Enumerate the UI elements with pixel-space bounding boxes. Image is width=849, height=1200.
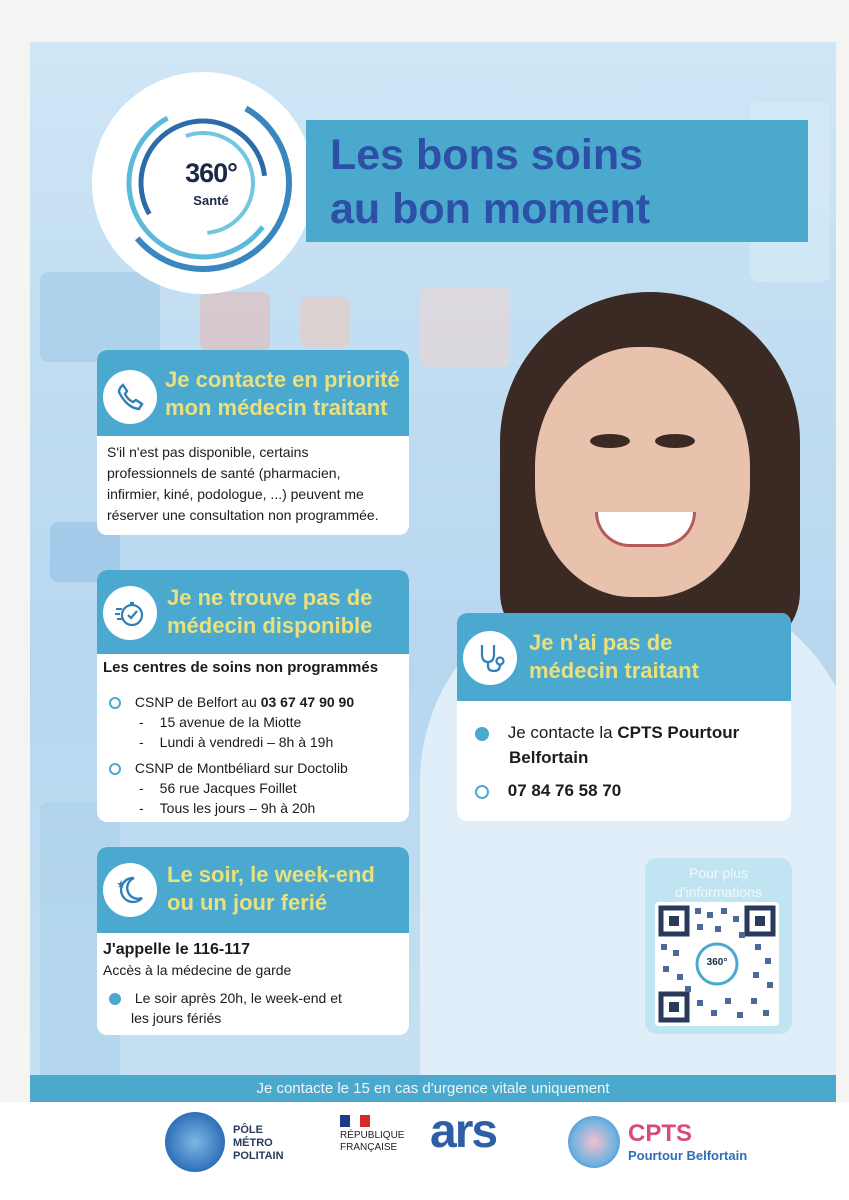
heading-line-2: ou un jour ferié <box>167 890 328 915</box>
pole-metropolitain-text <box>233 1124 284 1163</box>
location-icon <box>109 697 121 709</box>
check-icon <box>475 727 489 741</box>
phone-icon <box>103 370 157 424</box>
stethoscope-icon <box>463 631 517 685</box>
body-line: réserver une consultation non programmée. <box>107 507 379 523</box>
bullet-icon <box>109 993 121 1005</box>
flag-icon <box>340 1114 370 1126</box>
logo-360-text: 360° <box>185 158 237 188</box>
heading-line-1: Le soir, le week-end <box>167 862 375 887</box>
montbeliard-hours <box>139 800 315 816</box>
contact-belfortain: Belfortain <box>509 748 589 767</box>
pole-line-2: MÉTRO <box>233 1137 273 1149</box>
title-line-2: au bon moment <box>330 185 651 233</box>
belfort-hours-text: Lundi à vendredi – 8h à 19h <box>159 734 334 750</box>
card-heading <box>529 629 699 685</box>
montbeliard-addr-text: 56 rue Jacques Foillet <box>159 780 297 796</box>
background-blob <box>200 292 270 352</box>
dash: - <box>139 734 144 750</box>
belfort-row <box>109 694 354 710</box>
logo-sante-text: Santé <box>193 193 229 208</box>
note-line-2: les jours fériés <box>131 1010 222 1026</box>
card-body <box>107 442 379 526</box>
montbeliard-row <box>109 760 348 776</box>
person-face <box>535 347 750 597</box>
card-medecin-traitant <box>97 350 409 535</box>
cpts-logo-text: CPTS <box>628 1120 693 1147</box>
cpts-contact <box>475 723 739 743</box>
body-line: S'il n'est pas disponible, certains <box>107 444 309 460</box>
belfort-phone: 03 67 47 90 90 <box>260 694 355 710</box>
rf-line-2: FRANÇAISE <box>340 1142 398 1153</box>
qr-label-line-2: d'informations <box>675 884 762 900</box>
card-heading <box>167 861 375 917</box>
belfort-addr-text: 15 avenue de la Miotte <box>159 714 302 730</box>
body-line: professionnels de santé (pharmacien, <box>107 465 341 481</box>
card-cpts <box>457 613 791 821</box>
person-eye <box>590 434 630 448</box>
body-line: infirmier, kiné, podologue, ...) peuvent me <box>107 486 364 502</box>
montbeliard-address <box>139 780 297 796</box>
qr-card <box>645 858 792 1034</box>
dash: - <box>139 780 144 796</box>
person-eye <box>655 434 695 448</box>
heading-line-2: médecin traitant <box>529 658 699 683</box>
dash: - <box>139 714 144 730</box>
heading-line-1: Je ne trouve pas de <box>167 585 373 610</box>
qr-label <box>645 864 792 902</box>
heading-line-1: Je contacte en priorité <box>165 367 400 392</box>
call-116117: J'appelle le 116-117 <box>103 941 251 958</box>
card-centres-soins <box>97 570 409 822</box>
qr-label-line-1: Pour plus <box>688 865 749 881</box>
belfort-address <box>139 714 301 730</box>
pole-line-1: PÔLE <box>233 1124 263 1136</box>
pole-line-3: POLITAIN <box>233 1150 284 1162</box>
montbeliard-hours-text: Tous les jours – 9h à 20h <box>159 800 316 816</box>
card-soir-weekend <box>97 847 409 1035</box>
background-blob <box>40 272 160 362</box>
cpts-phone: 07 84 76 58 70 <box>507 781 622 800</box>
location-icon <box>109 763 121 775</box>
cpts-phone-row <box>475 781 621 801</box>
cpts-logo-icon <box>568 1116 620 1168</box>
qr-center-label: 360° <box>706 957 728 968</box>
cpts-logo-sub: Pourtour Belfortain <box>628 1148 748 1163</box>
ars-logo: ars <box>430 1105 497 1158</box>
belfort-label: CSNP de Belfort au <box>134 694 257 710</box>
access-text: Accès à la médecine de garde <box>103 962 292 978</box>
timer-check-icon <box>103 586 157 640</box>
page-title <box>330 128 800 236</box>
heading-line-2: médecin disponible <box>167 613 373 638</box>
partners-strip <box>0 1102 849 1200</box>
background-blob <box>420 287 510 367</box>
montbeliard-label: CSNP de Montbéliard sur Doctolib <box>134 760 348 776</box>
emergency-band: Je contacte le 15 en cas d'urgence vitale uniquement <box>30 1075 836 1102</box>
card-heading <box>167 584 372 640</box>
republique-francaise-text <box>340 1130 404 1154</box>
heading-line-2: mon médecin traitant <box>165 395 388 420</box>
soir-note <box>109 990 342 1006</box>
title-line-1: Les bons soins <box>330 131 644 179</box>
card-heading <box>165 366 400 422</box>
moon-star-icon <box>103 863 157 917</box>
note-line-1: Le soir après 20h, le week-end et <box>134 990 342 1006</box>
belfort-hours <box>139 734 333 750</box>
background-blob <box>300 297 350 347</box>
rf-line-1: RÉPUBLIQUE <box>340 1130 405 1141</box>
centres-subtitle: Les centres de soins non programmés <box>103 659 379 676</box>
contact-prefix: Je contacte la <box>507 723 613 742</box>
contact-cpts: CPTS Pourtour <box>617 723 740 742</box>
pole-metropolitain-logo-icon <box>165 1112 225 1172</box>
dash: - <box>139 800 144 816</box>
phone-small-icon <box>475 785 489 799</box>
heading-line-1: Je n'ai pas de <box>529 630 673 655</box>
